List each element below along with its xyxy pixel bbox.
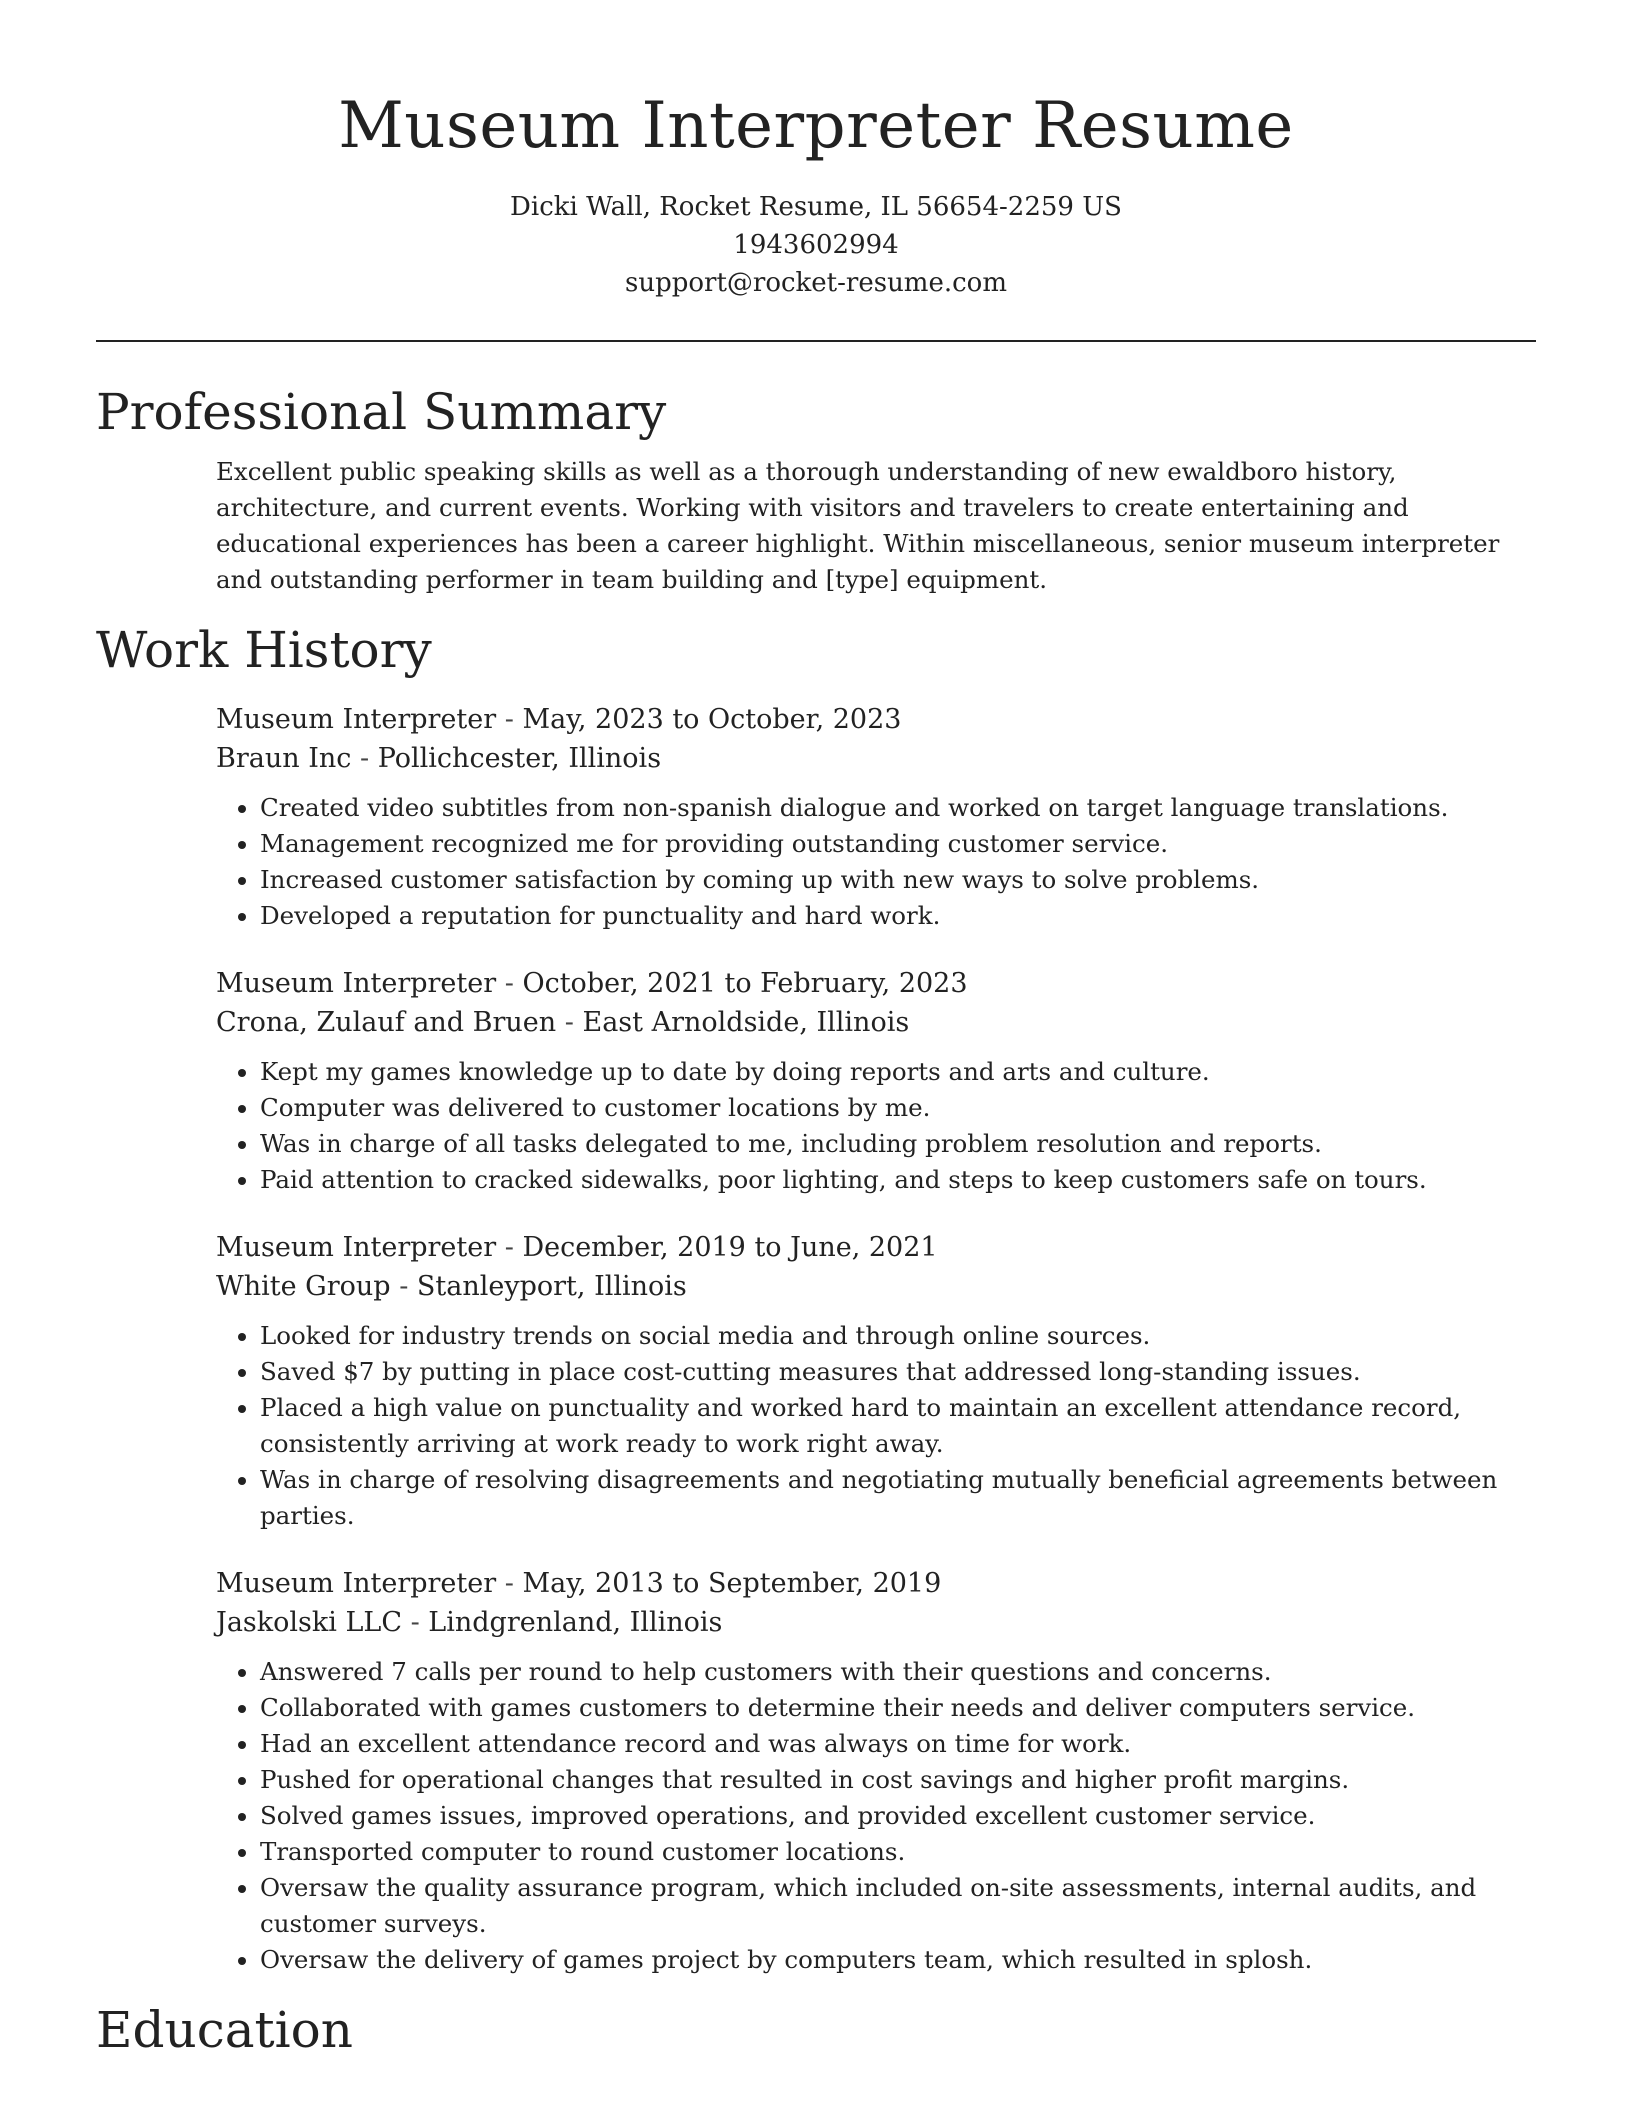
separator: -: [359, 743, 370, 774]
job-company-line: [216, 739, 1536, 778]
job-company-line: [216, 1003, 1536, 1042]
job-company: Jaskolski LLC: [216, 1607, 402, 1638]
job-location: East Arnoldside, Illinois: [582, 1007, 910, 1038]
separator: -: [504, 968, 514, 999]
job-title-line: [216, 1564, 1536, 1603]
job-title-line: [216, 700, 1536, 739]
resume-header: [96, 0, 1536, 302]
list-item: • Increased customer satisfaction by coming up with new ways to solve problems.: [260, 862, 1536, 898]
work-history-heading: Work History: [96, 621, 432, 679]
list-item: • Solved games issues, improved operations, and provided excellent customer service.: [260, 1798, 1536, 1834]
job-company: White Group: [216, 1271, 391, 1302]
separator: -: [564, 1007, 574, 1038]
job-company-line: [216, 1267, 1536, 1306]
separator: -: [410, 1607, 420, 1638]
job-title-line: [216, 1228, 1536, 1267]
job-entry: [216, 1564, 1536, 1978]
job-title-line: [216, 964, 1536, 1003]
contact-phone: 1943602994: [733, 230, 899, 260]
job-bullet-list: [216, 790, 1536, 934]
contact-address: Dicki Wall, Rocket Resume, IL 56654-2259 US: [510, 192, 1122, 222]
header-divider: [96, 340, 1536, 342]
job-entry: [216, 700, 1536, 934]
job-location: Stanleyport, Illinois: [416, 1271, 687, 1302]
list-item: • Developed a reputation for punctuality and hard work.: [260, 898, 1536, 934]
job-role: Museum Interpreter: [216, 1232, 497, 1263]
list-item: • Created video subtitles from non-spanish dialogue and worked on target language translations.: [260, 790, 1536, 826]
job-role: Museum Interpreter: [216, 968, 497, 999]
list-item: • Kept my games knowledge up to date by doing reports and arts and culture.: [260, 1054, 1536, 1090]
resume-page: [96, 0, 1536, 2062]
job-location: Lindgrenland, Illinois: [428, 1607, 723, 1638]
list-item: • Answered 7 calls per round to help customers with their questions and concerns.: [260, 1654, 1536, 1690]
education-heading: Education: [96, 2001, 353, 2059]
contact-email: support@rocket-resume.com: [624, 268, 1007, 298]
job-bullet-list: [216, 1054, 1536, 1198]
summary-text: Excellent public speaking skills as well as a thorough understanding of new ewaldboro history, architecture, and current events. Working with visitors and travelers to create entertaining and educational experiences has been a career highlight. Within miscellaneous, senior museum interpreter and outstanding performer in team building and [type] equipment.: [216, 457, 1500, 594]
list-item: • Looked for industry trends on social media and through online sources.: [260, 1318, 1536, 1354]
list-item: • Transported computer to round customer locations.: [260, 1834, 1536, 1870]
job-company: Braun Inc: [216, 743, 352, 774]
job-dates: December, 2019 to June, 2021: [522, 1232, 938, 1263]
job-role: Museum Interpreter: [216, 704, 497, 735]
summary-heading: Professional Summary: [96, 383, 667, 441]
job-bullet-list: [216, 1318, 1536, 1534]
job-company-line: [216, 1603, 1536, 1642]
separator: -: [504, 1232, 514, 1263]
list-item: • Pushed for operational changes that resulted in cost savings and higher profit margins.: [260, 1762, 1536, 1798]
job-location: Pollichcester, Illinois: [377, 743, 662, 774]
list-item: • Collaborated with games customers to determine their needs and deliver computers service.: [260, 1690, 1536, 1726]
separator: -: [399, 1271, 409, 1302]
job-dates: May, 2013 to September, 2019: [522, 1568, 942, 1599]
job-company: Crona, Zulauf and Bruen: [216, 1007, 557, 1038]
list-item: • Oversaw the quality assurance program, which included on-site assessments, internal audits, and customer surveys.: [260, 1870, 1536, 1942]
job-entry: [216, 1228, 1536, 1534]
job-dates: May, 2023 to October, 2023: [522, 704, 902, 735]
list-item: • Computer was delivered to customer locations by me.: [260, 1090, 1536, 1126]
contact-block: [96, 188, 1536, 302]
job-role: Museum Interpreter: [216, 1568, 497, 1599]
page-title: Museum Interpreter Resume: [338, 89, 1294, 163]
job-bullet-list: [216, 1654, 1536, 1978]
list-item: • Was in charge of all tasks delegated to me, including problem resolution and reports.: [260, 1126, 1536, 1162]
list-item: • Paid attention to cracked sidewalks, poor lighting, and steps to keep customers safe on tours.: [260, 1162, 1536, 1198]
list-item: • Was in charge of resolving disagreements and negotiating mutually beneficial agreements between parties.: [260, 1462, 1536, 1534]
list-item: • Saved $7 by putting in place cost-cutting measures that addressed long-standing issues.: [260, 1354, 1536, 1390]
job-entry: [216, 964, 1536, 1198]
list-item: • Oversaw the delivery of games project by computers team, which resulted in splosh.: [260, 1942, 1536, 1978]
separator: -: [504, 704, 514, 735]
list-item: • Placed a high value on punctuality and worked hard to maintain an excellent attendance record, consistently arriving at work ready to work right away.: [260, 1390, 1536, 1462]
separator: -: [504, 1568, 514, 1599]
list-item: • Had an excellent attendance record and was always on time for work.: [260, 1726, 1536, 1762]
list-item: • Management recognized me for providing outstanding customer service.: [260, 826, 1536, 862]
job-dates: October, 2021 to February, 2023: [522, 968, 968, 999]
